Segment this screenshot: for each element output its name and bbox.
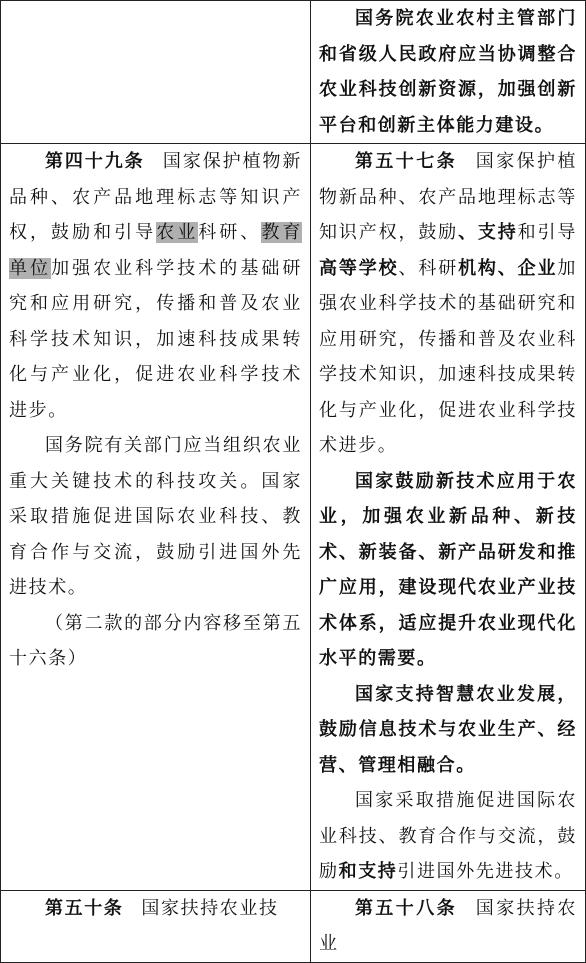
text-span: 科研、 — [198, 222, 262, 243]
text-span: 、科研 — [398, 257, 459, 279]
paragraph: 国家支持智慧农业发展，鼓励信息技术与农业生产、经营、管理相融合。 — [319, 683, 577, 776]
text-span: 和引导 — [517, 222, 577, 243]
table-row — [1, 890, 586, 962]
text-span: 加强农业科学技术的基础研究和应用研究，传播和普及农业科学技术知识，加速科技成果转化与产业化，促进农业科学技术进步。 — [9, 257, 302, 421]
article-number: 第四十九条 — [45, 151, 145, 172]
old-text-cell — [1, 1, 311, 144]
text-span: 国家扶持农业技 — [141, 897, 279, 919]
paragraph — [9, 891, 302, 927]
paragraph: 国家鼓励新技术应用于农业，加强农业新品种、新技术、新装备、新产品研发和推广应用，建设现代农业产业技术体系，适应提升农业现代化水平的需要。 — [319, 470, 577, 669]
new-text-cell — [311, 890, 586, 962]
paragraph — [9, 144, 302, 428]
highlighted-text: 教育单位 — [9, 222, 302, 279]
paragraph — [319, 783, 577, 890]
table-row — [1, 1, 586, 144]
article-number: 第五十条 — [45, 897, 124, 919]
paragraph: 国务院有关部门应当组织农业重大关键技术的科技攻关。国家采取措施促进国际农业科技、教育合作与交流，鼓励引进国外先进技术。 — [9, 435, 302, 598]
old-text-cell — [1, 144, 311, 891]
highlighted-text: 农业 — [156, 222, 199, 243]
text-span: 国家采取措施促进国际农业科技、教育合作与交流，鼓励 — [319, 790, 577, 882]
article-number: 第五十七条 — [355, 151, 457, 172]
text-span: 国家保护植物新品种、农产品地理标志等知识产权，鼓励 — [319, 151, 577, 243]
paragraph — [319, 891, 577, 962]
table-row — [1, 144, 586, 891]
bold-text: 和支持 — [338, 861, 398, 882]
new-text-cell — [311, 144, 586, 891]
article-number: 第五十八条 — [355, 897, 457, 919]
text-span: 加强农业科学技术的基础研究和应用研究，传播和普及农业科学技术知识，加速科技成果转化与产业化，促进农业科学技术进步。 — [319, 257, 577, 456]
bold-text: 、支持 — [458, 222, 518, 243]
text-span: 引进国外先进技术。 — [397, 861, 574, 882]
paragraph: （第二款的部分内容移至第五十六条） — [9, 612, 302, 669]
paragraph — [319, 144, 577, 464]
paragraph: 国务院农业农村主管部门和省级人民政府应当协调整合农业科技创新资源，加强创新平台和创新主体能力建设。 — [319, 8, 577, 136]
old-text-cell — [1, 890, 311, 962]
bold-text: 高等学校 — [319, 257, 399, 279]
text-span: 国家扶持农业 — [319, 897, 577, 954]
new-text-cell — [311, 1, 586, 144]
bold-text: 机构、企业 — [458, 257, 558, 279]
text-span: 国家保护植物新品种、农产品地理标志等知识产权，鼓励和引导 — [9, 151, 303, 243]
